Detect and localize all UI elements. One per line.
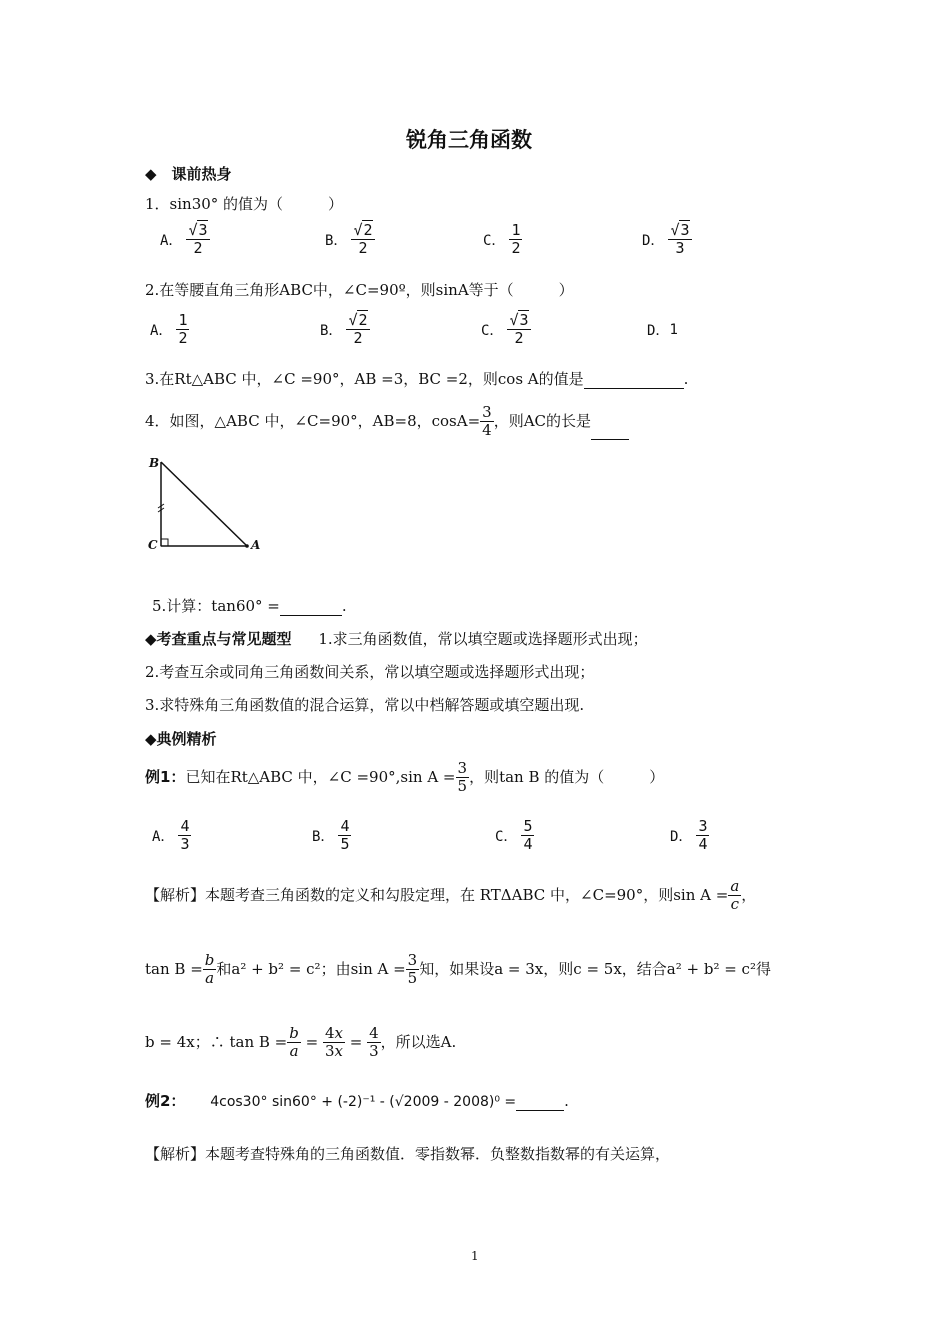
example-2-label: 例2： — [145, 1092, 186, 1110]
solution-1-line-1: 【解析】本题考查三角函数的定义和勾股定理，在 RTΔABC 中，∠C=90°，则sin A = $\frac{a}{c}$ ， — [145, 877, 757, 914]
example-1-label: 例1： — [145, 767, 186, 786]
question-5: 5.计算：tan60° = . — [152, 597, 347, 615]
key-point-1: 1.求三角函数值，常以填空题或选择题形式出现； — [318, 630, 648, 648]
solution-1-line-3: b = 4x；∴ tan B = $\frac{b}{a}$ = $\frac{4x}{3x}$ = $\frac{4}{3}$ ，所以选A. — [145, 1024, 457, 1061]
example-1-option-b: B． $\frac{4}{5}$ — [312, 817, 350, 854]
question-1-option-c: C． $\frac{1}{2}$ — [483, 221, 521, 258]
question-1-option-d: D． $\frac{√3}{3}$ — [642, 221, 690, 258]
question-2-option-b: B． $\frac{√2}{2}$ — [320, 311, 368, 348]
solution-1-text-2c: 知，如果设a = 3x，则c = 5x，结合a² + b² = c²得 — [419, 959, 771, 978]
solution-1-text-2b: 和a² + b² = c²；由sin A = — [216, 959, 406, 978]
question-2-option-d: D．1 — [647, 322, 678, 339]
question-3: 3.在Rt△ABC 中，∠C =90°，AB =3，BC =2，则cos A的值是 . — [145, 370, 689, 388]
example-1-frac-num: 3 — [457, 759, 468, 777]
question-2-option-c: C． $\frac{√3}{2}$ — [481, 311, 529, 348]
question-4-post: ，则AC的长是 — [493, 411, 592, 430]
question-1-option-b: B． $\frac{√2}{2}$ — [325, 221, 373, 258]
example-1-option-c: C． $\frac{5}{4}$ — [495, 817, 533, 854]
key-point-2: 2.考查互余或同角三角函数间关系，常以填空题或选择题形式出现； — [145, 663, 595, 681]
section-heading-examples: ◆典例精析 — [145, 730, 217, 748]
example-1-option-a: A． $\frac{4}{3}$ — [152, 817, 190, 854]
section-key-points — [145, 628, 648, 649]
page-title: 锐角三角函数 — [406, 128, 532, 152]
question-2-stem: 2.在等腰直角三角形ABC中，∠C=90º，则sinA等于（ ） — [145, 281, 574, 299]
triangle-diagram — [145, 452, 285, 562]
example-2: 例2： 4cos30° sin60° + (-2)⁻¹ - (√2009 - 2008)⁰ = . — [145, 1092, 569, 1110]
question-4-pre: 4．如图，△ABC 中，∠C=90°，AB=8，cosA= — [145, 411, 481, 430]
key-point-3: 3.求特殊角三角函数值的混合运算，常以中档解答题或填空题出现. — [145, 696, 585, 714]
question-3-text: 3.在Rt△ABC 中，∠C =90°，AB =3，BC =2，则cos A的值是 — [145, 370, 584, 388]
example-1 — [145, 760, 664, 796]
section-heading-warmup: ◆ 课前热身 — [145, 165, 232, 183]
page-number: 1 — [471, 1249, 479, 1263]
question-4-frac-den: 4 — [482, 421, 492, 440]
example-1-option-d: D． $\frac{3}{4}$ — [670, 817, 708, 854]
question-4 — [145, 404, 629, 440]
example-1-pre: 已知在Rt△ABC 中，∠C =90°,sin A = — [185, 767, 456, 786]
vertex-label-a: A — [251, 538, 261, 552]
solution-1-line-2: tan B = $\frac{b}{a}$ 和a² + b² = c²；由sin A = $\frac{3}{5}$ 知，如果设a = 3x，则c = 5x，结合a² + b² = c²得 — [145, 951, 771, 988]
example-1-post: ，则tan B 的值为（ ） — [469, 767, 665, 786]
solution-1-text-2a: tan B = — [145, 959, 203, 978]
section-heading-key-points: ◆考查重点与常见题型 — [145, 630, 292, 648]
solution-1-text-3b: ，所以选A. — [380, 1032, 457, 1051]
question-1-option-a: A． $\frac{√3}{2}$ — [160, 221, 208, 258]
question-5-text: 5.计算：tan60° = — [152, 597, 280, 615]
question-4-frac-num: 3 — [482, 403, 492, 421]
vertex-label-b: B — [149, 456, 160, 470]
solution-1-text-3a: b = 4x；∴ tan B = — [145, 1032, 288, 1051]
example-2-expression: 4cos30° sin60° + (-2)⁻¹ - (√2009 - 2008)⁰ = — [210, 1094, 517, 1110]
solution-1-text-1: 【解析】本题考查三角函数的定义和勾股定理，在 RTΔABC 中，∠C=90°，则sin A = — [145, 885, 729, 904]
question-2-option-a: A． $\frac{1}{2}$ — [150, 311, 188, 348]
question-1-stem: 1．sin30° 的值为（ ） — [145, 195, 344, 213]
solution-2: 【解析】本题考查特殊角的三角函数值．零指数幂．负整数指数幂的有关运算， — [145, 1145, 671, 1163]
triangle-figure — [145, 452, 285, 562]
example-1-frac-den: 5 — [457, 777, 468, 796]
vertex-label-c: C — [148, 538, 158, 552]
